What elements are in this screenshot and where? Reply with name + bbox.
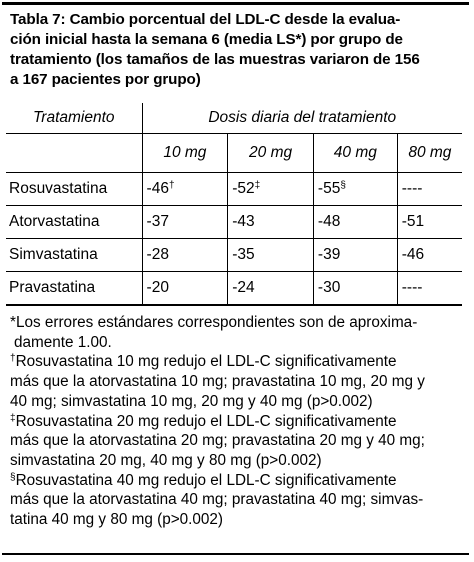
table-cell: -30: [313, 272, 397, 306]
footnote-mark: †: [168, 180, 175, 191]
footnote-mark: ‡: [10, 412, 16, 424]
table-cell: -48: [313, 206, 397, 239]
footnote-line: más que la atorvastatina 20 mg; pravastatina 20 mg y 40 mg;: [10, 432, 425, 450]
table-cell: -43: [228, 206, 314, 239]
table-row: [6, 239, 462, 272]
footnote-line: más que la atorvastatina 40 mg; pravastatina 40 mg; simvas-: [10, 491, 424, 509]
footnote-mark: †: [10, 353, 16, 365]
group-header-dose: Dosis diaria del tratamiento: [142, 103, 462, 134]
footnote-line: †Rosuvastatina 10 mg redujo el LDL-C significativamente: [10, 353, 397, 371]
footnote-line: §Rosuvastatina 40 mg redujo el LDL-C significativamente: [10, 471, 397, 489]
table-cell: -55§: [313, 173, 397, 206]
ldl-table: [6, 103, 462, 306]
table-cell: -35: [228, 239, 314, 272]
footnote-line: simvastatina 20 mg, 40 mg y 80 mg (p>0.002): [10, 451, 322, 469]
table-cell: ----: [397, 173, 462, 206]
title-line: tratamiento (los tamaños de las muestras variaron de 156: [10, 51, 420, 68]
footnote-line: ‡Rosuvastatina 20 mg redujo el LDL-C significativamente: [10, 412, 397, 430]
dose-header: 80 mg: [397, 134, 462, 173]
row-name: Simvastatina: [6, 239, 142, 272]
table-cell: ----: [397, 272, 462, 306]
table-cell: -51: [397, 206, 462, 239]
table-cell: -46: [397, 239, 462, 272]
table-row: [6, 173, 462, 206]
footnote-line: damente 1.00.: [14, 333, 112, 351]
footnote-line: más que la atorvastatina 10 mg; pravastatina 10 mg, 20 mg y: [10, 373, 425, 391]
table-cell: -46†: [142, 173, 228, 206]
dose-header-row: [6, 134, 462, 173]
row-name: Pravastatina: [6, 272, 142, 306]
table-cell: -52‡: [228, 173, 314, 206]
table-row: [6, 272, 462, 306]
table-cell: -39: [313, 239, 397, 272]
footnote-mark: §: [10, 471, 16, 483]
table-title: [10, 10, 464, 90]
table-cell: -37: [142, 206, 228, 239]
table-cell: -28: [142, 239, 228, 272]
table-row: [6, 206, 462, 239]
title-line: a 167 pacientes por grupo): [10, 71, 201, 88]
footnote-mark: §: [340, 180, 346, 191]
title-line: ción inicial hasta la semana 6 (media LS*) por grupo de: [10, 31, 403, 48]
table-cell: -24: [228, 272, 314, 306]
footnotes: [10, 313, 464, 530]
dose-header: 20 mg: [228, 134, 314, 173]
dose-header: 10 mg: [142, 134, 228, 173]
footnote-mark: ‡: [254, 180, 261, 191]
table-header-row: [6, 103, 462, 134]
footnote-line: *Los errores estándares correspondientes son de aproxima-: [10, 314, 418, 331]
footnote-line: 40 mg; simvastatina 10 mg, 20 mg y 40 mg (p>0.002): [10, 392, 373, 410]
row-name: Rosuvastatina: [6, 173, 142, 206]
empty-header-cell: [6, 134, 142, 173]
footnote-line: tatina 40 mg y 80 mg (p>0.002): [10, 511, 224, 529]
col-header-treatment: Tratamiento: [6, 103, 142, 134]
row-name: Atorvastatina: [6, 206, 142, 239]
dose-header: 40 mg: [313, 134, 397, 173]
table-cell: -20: [142, 272, 228, 306]
title-line: Tabla 7: Cambio porcentual del LDL-C desde la evalua-: [10, 11, 401, 28]
